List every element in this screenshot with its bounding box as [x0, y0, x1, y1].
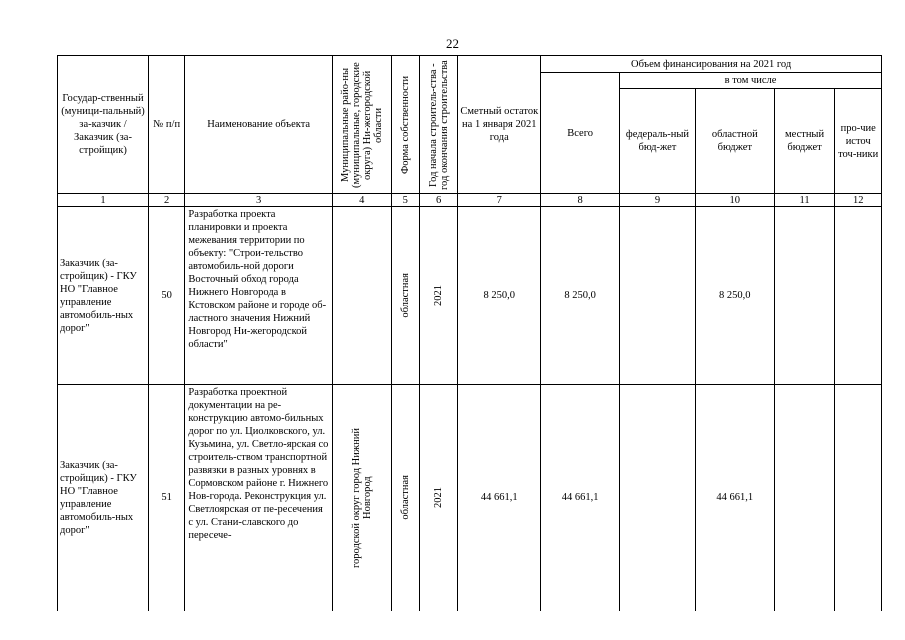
row-total: 8 250,0 — [541, 207, 620, 385]
column-number: 12 — [835, 194, 882, 207]
row-ownership: областная — [391, 207, 419, 385]
row-ownership: областная — [391, 385, 419, 611]
table-row — [58, 207, 882, 385]
column-number: 1 — [58, 194, 149, 207]
row-federal — [620, 385, 696, 611]
column-number: 8 — [541, 194, 620, 207]
row-customer: Заказчик (за-стройщик) - ГКУ НО "Главное управление автомобиль-ных дорог" — [58, 207, 149, 385]
row-other — [835, 385, 882, 611]
column-number: 7 — [458, 194, 541, 207]
column-number: 6 — [419, 194, 457, 207]
row-estimate-balance: 8 250,0 — [458, 207, 541, 385]
column-number: 5 — [391, 194, 419, 207]
row-number: 51 — [148, 385, 184, 611]
column-number: 3 — [185, 194, 333, 207]
row-local — [774, 207, 835, 385]
row-object-name: Разработка проектной документации на ре-конструкцию автомо-бильных дорог по ул. Циолковского, ул. Кузьмина, ул. Светло-ярская со строитель-ством транспортной развязки в разных уровнях в Сормовском районе г. Нижнего Нов-города. Реконструкция ул. Светлоярская от пе-ресечения с ул. Стани-славского до пересече- — [185, 385, 333, 611]
header-financing-title: Объем финансирования на 2021 год — [541, 56, 882, 73]
header-regional: областной бюджет — [695, 89, 774, 194]
header-object-name: Наименование объекта — [185, 56, 333, 194]
header-ownership: Форма собственности — [391, 56, 419, 194]
column-number: 2 — [148, 194, 184, 207]
row-years: 2021 — [419, 385, 457, 611]
row-district — [332, 207, 391, 385]
financing-table — [57, 55, 882, 611]
row-local — [774, 385, 835, 611]
header-customer: Государ-ственный (муници-пальный) за-казчик / Заказчик (за-стройщик) — [58, 56, 149, 194]
row-total: 44 661,1 — [541, 385, 620, 611]
row-federal — [620, 207, 696, 385]
header-including: в том числе — [620, 73, 882, 89]
row-number: 50 — [148, 207, 184, 385]
column-number: 4 — [332, 194, 391, 207]
row-estimate-balance: 44 661,1 — [458, 385, 541, 611]
column-number-row — [58, 194, 882, 207]
row-regional: 8 250,0 — [695, 207, 774, 385]
header-local: местный бюджет — [774, 89, 835, 194]
header-years: Год начала строитель-ства - год окончания строительства — [419, 56, 457, 194]
row-years: 2021 — [419, 207, 457, 385]
row-regional: 44 661,1 — [695, 385, 774, 611]
header-federal: федераль-ный бюд-жет — [620, 89, 696, 194]
column-number: 10 — [695, 194, 774, 207]
page-number: 22 — [446, 36, 459, 51]
row-customer: Заказчик (за-стройщик) - ГКУ НО "Главное управление автомобиль-ных дорог" — [58, 385, 149, 611]
table-row — [58, 385, 882, 611]
header-estimate-balance: Сметный остаток на 1 января 2021 года — [458, 56, 541, 194]
header-no: № п/п — [148, 56, 184, 194]
row-object-name: Разработка проекта планировки и проекта межевания территории по объекту: "Строи-тельство автомобиль-ной дороги Восточный обход города Нижнего Новгорода в Кстовском районе и городе об-ластного значения Нижний Новгород Ни-жегородской области" — [185, 207, 333, 385]
header-district: Муниципальные райо-ны (муниципальные, городские округа) Ни-жегородской области — [332, 56, 391, 194]
header-other: про-чие источ точ-ники — [835, 89, 882, 194]
column-number: 11 — [774, 194, 835, 207]
row-district: городской округ город Нижний Новгород — [332, 385, 391, 611]
header-total: Всего — [541, 73, 620, 194]
row-other — [835, 207, 882, 385]
column-number: 9 — [620, 194, 696, 207]
